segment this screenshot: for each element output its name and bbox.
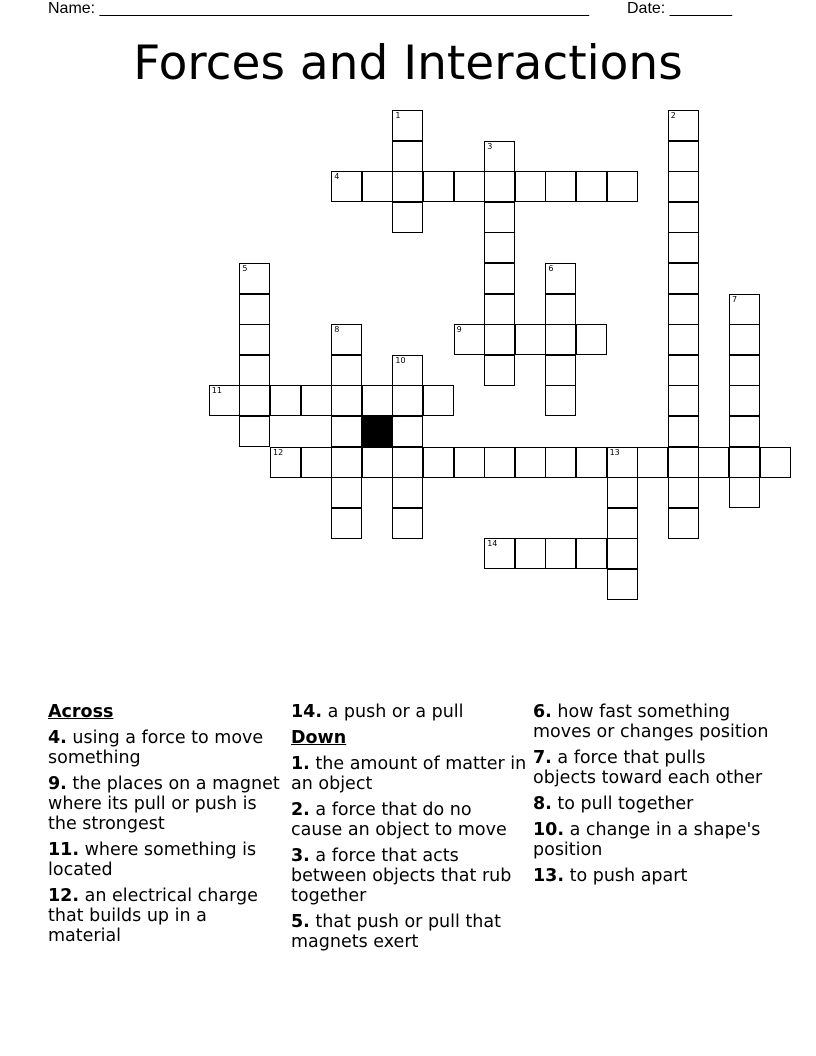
grid-cell[interactable] [729,324,760,355]
grid-cell[interactable] [484,355,515,386]
grid-cell[interactable] [729,416,760,447]
grid-cell[interactable] [576,538,607,569]
grid-cell[interactable] [668,324,699,355]
grid-cell[interactable] [423,447,454,478]
grid-cell[interactable] [362,385,393,416]
grid-cell[interactable] [607,477,638,508]
clue-text: to pull together [557,794,694,814]
grid-cell[interactable] [607,171,638,202]
clues-column-2 [291,702,527,958]
grid-cell[interactable] [239,324,270,355]
grid-cell[interactable] [239,385,270,416]
grid-cell[interactable] [392,385,423,416]
clue-number: 1. [291,754,310,774]
grid-cell[interactable] [270,385,301,416]
clues-column-3 [533,702,769,892]
clue-number-label: 10 [395,355,406,365]
clue-across-12 [48,886,284,946]
clue-number: 11. [48,840,80,860]
clue-across-9 [48,774,284,834]
grid-cell[interactable] [729,355,760,386]
grid-cell[interactable] [515,538,546,569]
clue-number-label: 4 [334,172,340,182]
grid-cell[interactable] [239,416,270,447]
grid-cell[interactable] [607,569,638,600]
grid-cell[interactable] [362,171,393,202]
clue-text: the amount of matter in an object [291,754,527,794]
grid-cell[interactable] [607,508,638,539]
grid-cell[interactable] [454,171,485,202]
clue-number-label: 7 [732,294,738,304]
grid-cell[interactable] [729,447,760,478]
clue-number-label: 14 [487,539,498,549]
clue-text: the places on a magnet where its pull or push is the strongest [48,774,280,834]
grid-cell[interactable] [515,447,546,478]
clue-text: that push or pull that magnets exert [291,912,501,952]
clue-text: an electrical charge that builds up in a material [48,886,258,946]
clue-number: 14. [291,702,323,722]
grid-cell[interactable] [668,171,699,202]
grid-cell[interactable] [270,447,301,478]
clue-number: 12. [48,886,80,906]
clue-number: 10. [533,820,565,840]
clue-number: 6. [533,702,552,722]
clue-down-7 [533,748,769,788]
grid-cell[interactable] [484,447,515,478]
grid-cell[interactable] [484,263,515,294]
clue-across-14 [291,702,527,722]
clue-number: 9. [48,774,67,794]
grid-cell[interactable] [576,447,607,478]
grid-cell[interactable] [545,171,576,202]
grid-cell[interactable] [209,385,240,416]
clue-down-8 [533,794,769,814]
grid-cell[interactable] [331,171,362,202]
grid-cell[interactable] [392,447,423,478]
grid-block [362,416,393,447]
grid-cell[interactable] [576,324,607,355]
down-heading: Down [291,728,347,748]
clue-down-1 [291,754,527,794]
grid-cell[interactable] [545,263,576,294]
grid-cell[interactable] [668,477,699,508]
grid-cell[interactable] [239,263,270,294]
grid-cell[interactable] [668,110,699,141]
clue-text: a force that acts between objects that rub together [291,846,512,906]
grid-cell[interactable] [484,141,515,172]
page-title: Forces and Interactions [133,36,683,91]
grid-cell[interactable] [392,477,423,508]
grid-cell[interactable] [423,171,454,202]
clue-number-label: 9 [456,325,462,335]
clue-down-2 [291,800,527,840]
clue-number-label: 2 [670,111,676,120]
grid-cell[interactable] [607,538,638,569]
clue-text: a push or a pull [327,702,464,722]
grid-cell[interactable] [392,202,423,233]
clue-number-label: 3 [487,141,493,151]
grid-cell[interactable] [668,416,699,447]
clue-number: 8. [533,794,552,814]
grid-cell[interactable] [545,447,576,478]
clues-column-1 [48,702,284,952]
grid-cell[interactable] [760,447,791,478]
grid-cell[interactable] [484,538,515,569]
clue-text: where something is located [48,840,257,880]
grid-cell[interactable] [392,171,423,202]
clue-number: 5. [291,912,310,932]
grid-cell[interactable] [331,416,362,447]
clue-number-label: 8 [334,325,340,335]
grid-cell[interactable] [729,294,760,325]
grid-cell[interactable] [454,324,485,355]
grid-cell[interactable] [545,355,576,386]
grid-cell[interactable] [484,324,515,355]
clue-down-3 [291,846,527,906]
grid-cell[interactable] [545,294,576,325]
grid-cell[interactable] [392,110,423,141]
clue-down-6 [533,702,769,742]
clue-across-4 [48,728,284,768]
clue-text: a force that pulls objects toward each other [533,748,763,788]
clue-number-label: 1 [395,111,401,120]
clue-text: a force that do no cause an object to move [291,800,507,840]
grid-cell[interactable] [423,385,454,416]
grid-cell[interactable] [331,385,362,416]
clue-number-label: 13 [609,447,620,457]
grid-cell[interactable] [331,447,362,478]
grid-cell[interactable] [484,232,515,263]
clue-number-label: 12 [273,447,284,457]
clue-number-label: 11 [211,386,222,396]
grid-cell[interactable] [301,447,332,478]
across-heading: Across [48,702,114,722]
grid-cell[interactable] [454,447,485,478]
grid-cell[interactable] [668,232,699,263]
grid-cell[interactable] [668,355,699,386]
clue-down-10 [533,820,769,860]
grid-cell[interactable] [668,447,699,478]
grid-cell[interactable] [362,447,393,478]
grid-cell[interactable] [301,385,332,416]
clue-number: 3. [291,846,310,866]
grid-cell[interactable] [239,294,270,325]
grid-cell[interactable] [729,477,760,508]
clue-text: a change in a shape's position [533,820,761,860]
grid-cell[interactable] [484,171,515,202]
clue-down-13 [533,866,769,886]
grid-cell[interactable] [515,324,546,355]
clue-text: how fast something moves or changes position [533,702,769,742]
clue-number: 2. [291,800,310,820]
grid-cell[interactable] [698,447,729,478]
grid-cell[interactable] [607,447,638,478]
clue-text: using a force to move something [48,728,264,768]
grid-cell[interactable] [545,385,576,416]
grid-cell[interactable] [668,141,699,172]
grid-cell[interactable] [545,324,576,355]
clue-down-5 [291,912,527,952]
clue-number-label: 5 [242,264,248,273]
grid-cell[interactable] [637,447,668,478]
grid-cell[interactable] [392,141,423,172]
grid-cell[interactable] [484,294,515,325]
grid-cell[interactable] [392,416,423,447]
clue-across-11 [48,840,284,880]
grid-cell[interactable] [668,385,699,416]
grid-cell[interactable] [331,508,362,539]
grid-cell[interactable] [729,385,760,416]
grid-cell[interactable] [668,202,699,233]
clue-number-label: 6 [548,264,554,273]
grid-cell[interactable] [515,171,546,202]
grid-cell[interactable] [331,355,362,386]
clue-text: to push apart [569,866,688,886]
grid-cell[interactable] [576,171,607,202]
name-field[interactable]: Name: _______________________________________________________ [48,0,589,17]
grid-cell[interactable] [484,202,515,233]
clue-number: 13. [533,866,565,886]
grid-cell[interactable] [668,294,699,325]
grid-cell[interactable] [331,324,362,355]
grid-cell[interactable] [392,355,423,386]
grid-cell[interactable] [392,508,423,539]
date-field[interactable]: Date: _______ [627,0,732,17]
clue-number: 7. [533,748,552,768]
clue-number: 4. [48,728,67,748]
grid-cell[interactable] [331,477,362,508]
grid-cell[interactable] [668,263,699,294]
grid-cell[interactable] [545,538,576,569]
grid-cell[interactable] [668,508,699,539]
grid-cell[interactable] [239,355,270,386]
